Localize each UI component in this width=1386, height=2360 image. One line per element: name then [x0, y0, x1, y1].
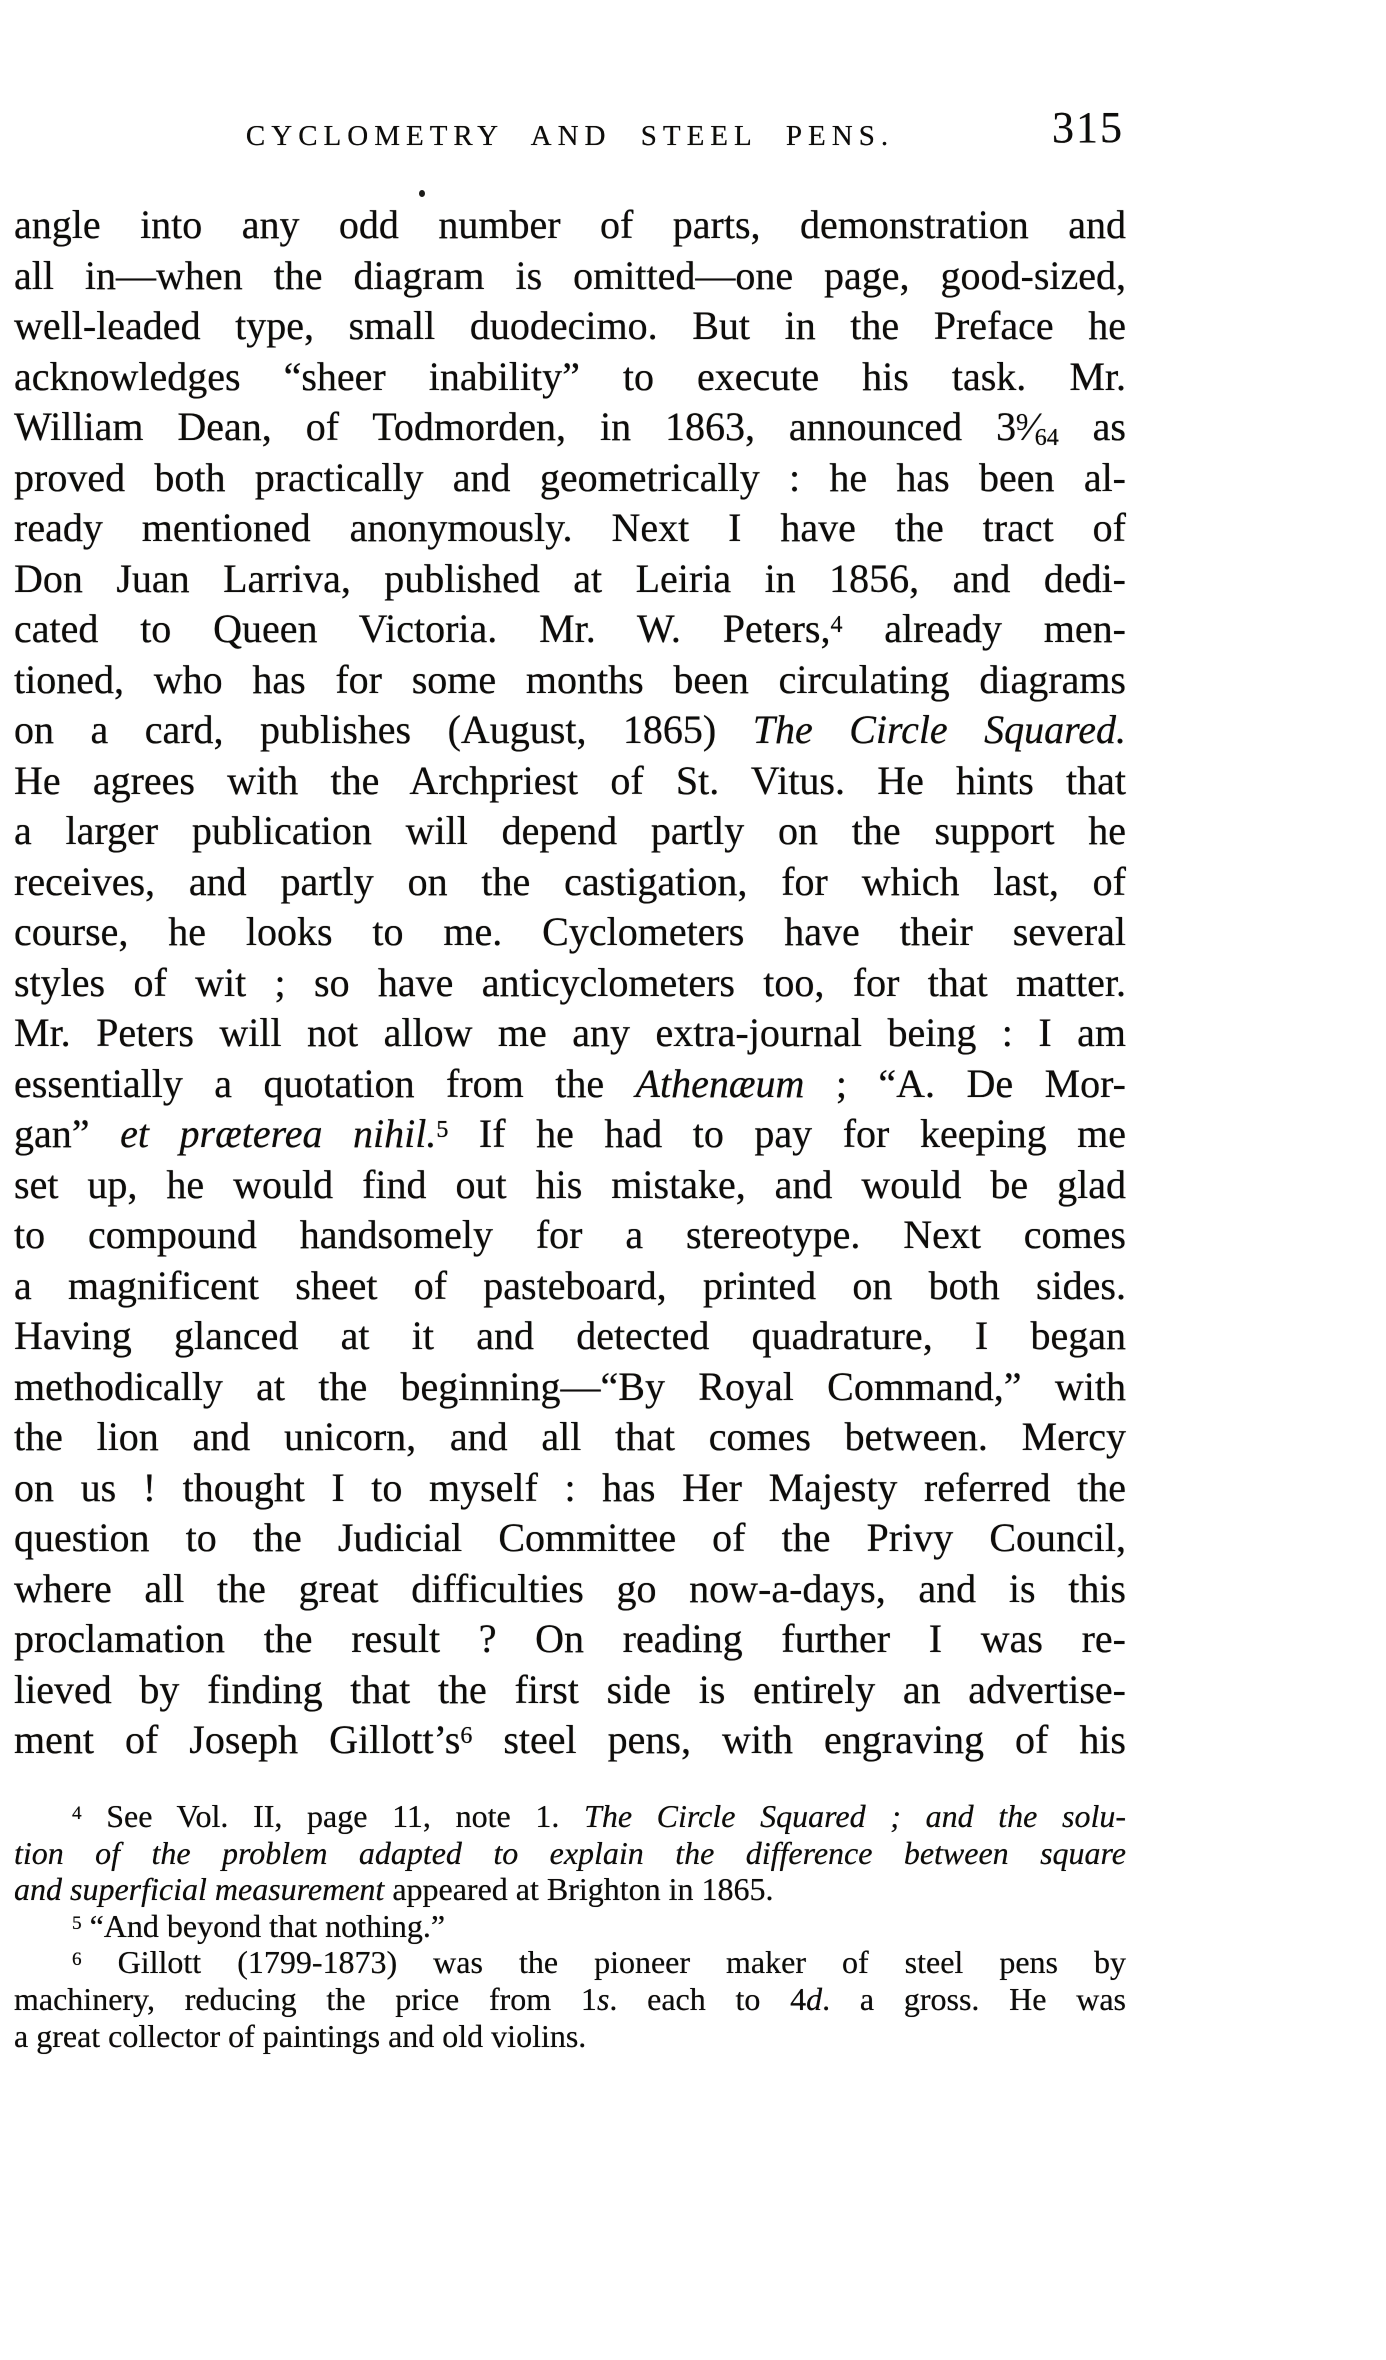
text-segment: a magnificent sheet of pasteboard, printed on both sides.	[14, 1262, 1126, 1308]
text-segment: The Circle Squared ; and the solu-	[584, 1798, 1127, 1834]
text-line	[14, 1362, 1126, 1413]
text-segment: Having glanced at it and detected quadrature, I began	[14, 1313, 1126, 1358]
text-segment: as	[1058, 404, 1126, 449]
text-segment: appeared at Brighton in 1865.	[384, 1871, 774, 1908]
text-segment: lieved by finding that the first side is entirely an advertise-	[14, 1666, 1126, 1712]
text-segment: . each to 4	[609, 1980, 807, 2017]
text-segment: Mr. Peters will not allow me any extra-journal being : I am	[14, 1010, 1126, 1055]
text-line	[14, 705, 1126, 756]
text-line	[14, 1665, 1126, 1716]
text-line	[14, 1981, 1126, 2018]
text-segment: all in—when the diagram is omitted—one page, good-sized,	[14, 252, 1126, 298]
text-segment: styles of wit ; so have anticyclometers too, for that matter.	[14, 959, 1126, 1005]
text-segment: “And beyond that nothing.”	[81, 1907, 446, 1944]
footnote-marker: 5	[436, 1116, 449, 1143]
text-line	[14, 1614, 1126, 1665]
text-line	[14, 251, 1126, 302]
text-segment: well-leaded type, small duodecimo. But in the Preface he	[14, 303, 1126, 348]
text-line	[14, 1908, 1126, 1945]
text-segment: ⁄	[1028, 404, 1035, 449]
text-segment: See Vol. II, page 11, note 1.	[81, 1798, 585, 1834]
text-line	[14, 857, 1126, 908]
running-title: CYCLOMETRY AND STEEL PENS.	[245, 120, 895, 152]
footnote-marker: 5	[72, 1912, 82, 1934]
text-line	[14, 1261, 1126, 1312]
text-segment: already men-	[842, 606, 1126, 651]
text-segment: Athenæum	[635, 1060, 805, 1106]
text-line	[14, 1835, 1126, 1872]
text-line	[14, 200, 1126, 251]
text-line	[14, 1008, 1126, 1059]
text-line	[14, 1109, 1126, 1160]
text-segment: William Dean, of Todmorden, in 1863, announced 3	[14, 404, 1017, 449]
text-line	[14, 907, 1126, 958]
text-segment: If he had to pay for keeping me	[448, 1111, 1126, 1156]
text-line	[14, 1715, 1126, 1766]
ink-speck-artifact	[419, 190, 425, 197]
text-line	[14, 301, 1126, 352]
text-segment: set up, he would find out his mistake, and would be glad	[14, 1161, 1126, 1207]
text-segment: a great collector of paintings and old violins.	[14, 2017, 587, 2054]
text-line	[14, 604, 1126, 655]
text-segment: s	[596, 1980, 610, 2017]
text-line	[14, 806, 1126, 857]
text-segment: tion of the problem adapted to explain the difference between square	[14, 1834, 1126, 1871]
text-line	[14, 453, 1126, 504]
text-segment: a larger publication will depend partly on the support he	[14, 808, 1126, 853]
text-segment: Gillott (1799-1873) was the pioneer maker of steel pens by	[81, 1944, 1126, 1981]
text-segment: where all the great difficulties go now-a-days, and is this	[14, 1565, 1126, 1611]
text-line	[14, 1059, 1126, 1110]
footnote-marker: 4	[830, 611, 843, 638]
text-segment: Don Juan Larriva, published at Leiria in 1856, and dedi-	[14, 555, 1126, 601]
footnote-marker: 4	[72, 1802, 82, 1824]
text-segment: 64	[1034, 424, 1059, 451]
text-segment: proclamation the result ? On reading further I was re-	[14, 1616, 1126, 1661]
text-line	[14, 958, 1126, 1009]
text-line	[14, 402, 1126, 453]
text-segment: course, he looks to me. Cyclometers have their several	[14, 909, 1126, 954]
text-line	[14, 655, 1126, 706]
text-line	[14, 1463, 1126, 1514]
text-line	[14, 1871, 1126, 1908]
text-line	[14, 1160, 1126, 1211]
page-number: 315	[1052, 103, 1124, 152]
text-segment: tioned, who has for some months been circulating diagrams	[14, 656, 1126, 702]
text-segment: angle into any odd number of parts, demonstration and	[14, 202, 1126, 247]
text-line	[14, 1412, 1126, 1463]
text-segment: steel pens, with engraving of his	[472, 1717, 1126, 1762]
text-line	[14, 1513, 1126, 1564]
text-segment: gan”	[14, 1111, 121, 1156]
text-line	[14, 1210, 1126, 1261]
footnote-marker: 9	[1016, 409, 1029, 436]
text-line	[14, 1944, 1126, 1981]
text-segment: ; “A. De Mor-	[804, 1060, 1126, 1106]
footnote-marker: 6	[72, 1949, 82, 1971]
text-line	[14, 352, 1126, 403]
text-line	[14, 1798, 1126, 1835]
text-segment: receives, and partly on the castigation, for which last, of	[14, 858, 1126, 904]
text-segment: ment of Joseph Gillott’s	[14, 1717, 461, 1762]
text-segment: The Circle Squared.	[752, 707, 1126, 752]
text-segment: . a gross. He was	[822, 1980, 1127, 2017]
text-segment: proved both practically and geometrically : he has been al-	[14, 454, 1126, 500]
body-text	[14, 200, 1126, 1766]
text-segment: question to the Judicial Committee of the Privy Council,	[14, 1515, 1126, 1560]
text-segment: He agrees with the Archpriest of St. Vitus. He hints that	[14, 757, 1126, 803]
text-line	[14, 1311, 1126, 1362]
text-segment: to compound handsomely for a stereotype. Next comes	[14, 1212, 1126, 1257]
text-segment: et præterea nihil.	[120, 1111, 437, 1156]
text-segment: acknowledges “sheer inability” to execute his task. Mr.	[14, 353, 1126, 399]
text-segment: on us ! thought I to myself : has Her Majesty referred the	[14, 1464, 1126, 1510]
text-line	[14, 1564, 1126, 1615]
text-line	[14, 2018, 1126, 2055]
text-line	[14, 554, 1126, 605]
text-segment: cated to Queen Victoria. Mr. W. Peters,	[14, 606, 831, 651]
text-line	[14, 756, 1126, 807]
text-line	[14, 503, 1126, 554]
text-segment: ready mentioned anonymously. Next I have the tract of	[14, 505, 1126, 550]
text-segment: d	[806, 1980, 823, 2017]
text-segment: machinery, reducing the price from 1	[14, 1980, 597, 2017]
text-segment: methodically at the beginning—“By Royal Command,” with	[14, 1363, 1126, 1409]
text-segment: the lion and unicorn, and all that comes between. Mercy	[14, 1414, 1126, 1459]
text-segment: and superficial measurement	[14, 1871, 385, 1908]
footnote-marker: 6	[460, 1722, 473, 1749]
page-header	[14, 102, 1126, 166]
text-segment: essentially a quotation from the	[14, 1060, 636, 1106]
text-segment: on a card, publishes (August, 1865)	[14, 707, 753, 752]
footnotes	[14, 1798, 1126, 2054]
